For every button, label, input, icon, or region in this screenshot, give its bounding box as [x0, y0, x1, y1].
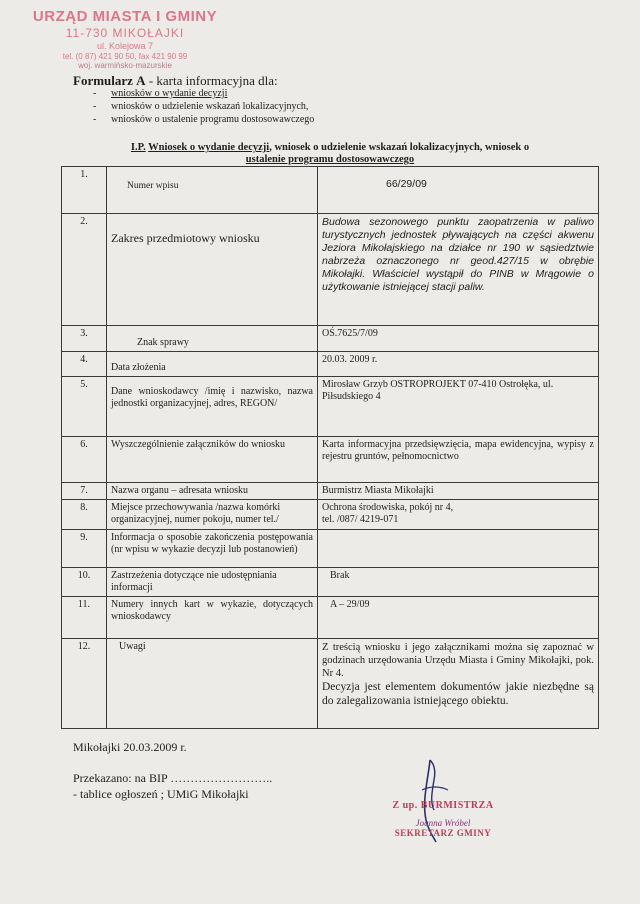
row-number: 1. [62, 167, 107, 214]
row-value: Z treścią wniosku i jego załącznikami można się zapoznać w godzinach urzędowania Urzędu Miasta i Gminy Mikołajki, pok. Nr 4. Decyzja jest elementem dokumentów jakie niezbędne są do zalegalizowania istniejącego obiektu. [318, 639, 599, 729]
row-label: Znak sprawy [107, 326, 318, 352]
form-word: Formularz [73, 73, 133, 88]
row-label: Miejsce przechowywania /nazwa komórki organizacyjnej, numer pokoju, numer tel./ [107, 500, 318, 530]
table-row [62, 352, 599, 377]
row-number: 8. [62, 500, 107, 530]
form-letter: A [136, 73, 146, 88]
purpose-item: - wniosków o ustalenie programu dostosowawczego [93, 113, 314, 126]
table-row [62, 500, 599, 530]
row-number: 2. [62, 214, 107, 326]
row-label: Nazwa organu – adresata wniosku [107, 483, 318, 500]
office-stamp [0, 8, 250, 70]
stamp-line-5: woj. warmińsko-mazurskie [78, 61, 172, 70]
row-label: Uwagi [107, 639, 318, 729]
row-value: Ochrona środowiska, pokój nr 4, tel. /087/ 4219-071 [318, 500, 599, 530]
table-row [62, 483, 599, 500]
row-number: 10. [62, 568, 107, 597]
row-label: Wyszczególnienie załączników do wniosku [107, 437, 318, 483]
purpose-item: - wniosków o udzielenie wskazań lokalizacyjnych, [93, 100, 314, 113]
table-row [62, 377, 599, 437]
row-label: Dane wnioskodawcy /imię i nazwisko, nazwa jednostki organizacyjnej, adres, REGON/ [107, 377, 318, 437]
row-label: Zastrzeżenia dotyczące nie udostępniania informacji [107, 568, 318, 597]
row-value: Mirosław Grzyb OSTROPROJEKT 07-410 Ostrołęka, ul. Piłsudskiego 4 [318, 377, 599, 437]
bip-line: Przekazano: na BIP …………………….. [73, 771, 273, 785]
row-value: Brak [318, 568, 599, 597]
signature-stamp [368, 800, 518, 838]
row-number: 12. [62, 639, 107, 729]
info-table [61, 166, 599, 729]
row-label: Data złożenia [107, 352, 318, 377]
row-value [318, 530, 599, 568]
stamp-line-2: 11-730 MIKOŁAJKI [65, 26, 185, 40]
table-row [62, 326, 599, 352]
section-title: I.P. Wniosek o wydanie decyzji, wniosek o udzielenie wskazań lokalizacyjnych, wniosek o ustalenie programu dostosowawczego [130, 142, 530, 165]
row-label: Informacja o sposobie zakończenia postępowania (nr wpisu w wykazie decyzji lub postanowień) [107, 530, 318, 568]
row-number: 7. [62, 483, 107, 500]
sign-stamp-line-3: SEKRETARZ GMINY [394, 828, 492, 838]
notice-board-line: - tablice ogłoszeń ; UMiG Mikołajki [73, 787, 249, 801]
sign-stamp-line-1: Z up. BURMISTRZA [392, 800, 494, 811]
purpose-list [93, 87, 314, 126]
form-subtitle: - karta informacyjna dla: [148, 73, 278, 88]
table-row [62, 530, 599, 568]
row-value: 66/29/09 [318, 167, 599, 214]
row-number: 4. [62, 352, 107, 377]
row-value: OŚ.7625/7/09 [318, 326, 599, 352]
row-value: Karta informacyjna przedsięwzięcia, mapa ewidencyjna, wypisy z rejestru gruntów, pełnomocnictwo [318, 437, 599, 483]
stamp-line-3: ul. Kolejowa 7 [96, 41, 154, 51]
row-value: Burmistrz Miasta Mikołajki [318, 483, 599, 500]
stamp-line-1: URZĄD MIASTA I GMINY [32, 8, 218, 25]
table-row [62, 568, 599, 597]
row-value: 20.03. 2009 r. [318, 352, 599, 377]
purpose-item: - wniosków o wydanie decyzji [93, 87, 314, 100]
table-row [62, 214, 599, 326]
row-label: Zakres przedmiotowy wniosku [107, 214, 318, 326]
stamp-line-4: tel. (0 87) 421 90 50, fax 421 90 99 [62, 52, 188, 61]
row-value: A – 29/09 [318, 597, 599, 639]
row-number: 3. [62, 326, 107, 352]
table-row [62, 437, 599, 483]
row-label: Numer wpisu [107, 167, 318, 214]
table-row [62, 167, 599, 214]
row-number: 5. [62, 377, 107, 437]
row-number: 9. [62, 530, 107, 568]
sign-stamp-line-2: Joanna Wróbel [415, 818, 471, 828]
table-row [62, 639, 599, 729]
row-number: 11. [62, 597, 107, 639]
row-value: Budowa sezonowego punktu zaopatrzenia w paliwo turystycznych jednostek pływających na części akwenu Jeziora Mikołajskiego na działce nr 190 w sąsiedztwie nabrzeża oznaczonego nr geod.427/15 w obrębie Mikołajki. Właściciel wystąpił do PINB w Mrągowie o użytkowanie istniejącej stacji paliw. [318, 214, 599, 326]
section-underlined: Wniosek o wydanie decyzji [148, 142, 270, 153]
row-number: 6. [62, 437, 107, 483]
row-label: Numery innych kart w wykazie, dotyczących wnioskodawcy [107, 597, 318, 639]
table-row [62, 597, 599, 639]
place-date: Mikołajki 20.03.2009 r. [73, 740, 187, 754]
